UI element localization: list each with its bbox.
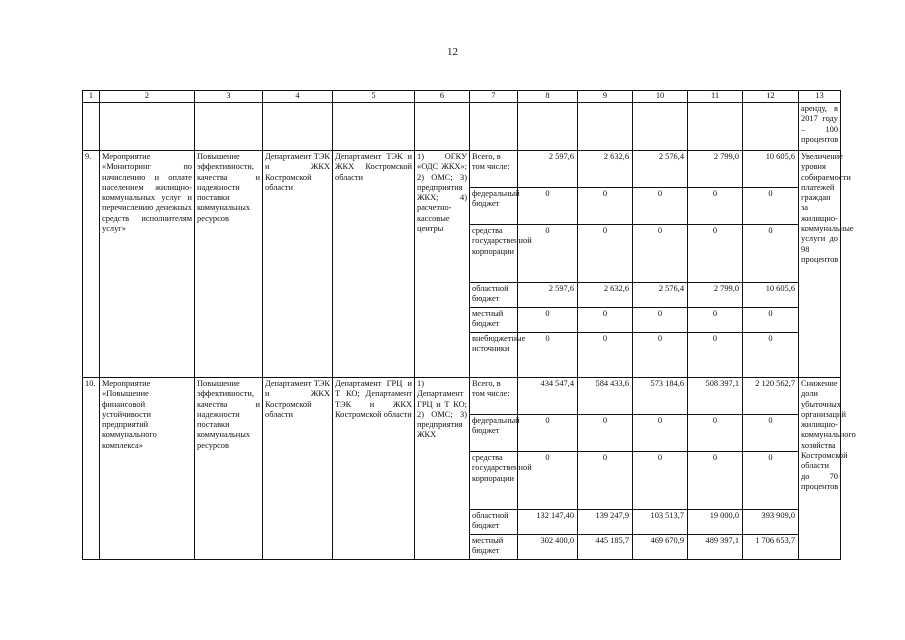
value-cell: 0 xyxy=(578,415,633,452)
column-number: 4 xyxy=(263,91,333,103)
value-cell: 0 xyxy=(518,452,578,510)
program-table xyxy=(82,90,856,560)
source-cell: областной бюджет xyxy=(470,510,518,535)
value-cell: 0 xyxy=(633,333,688,378)
value-cell: 0 xyxy=(633,308,688,333)
source-cell: областной бюджет xyxy=(470,283,518,308)
value-cell: 508 397,1 xyxy=(688,378,743,415)
executor-cell: Департамент ТЭК и ЖКХ Костромской области xyxy=(263,378,333,560)
goal-cell: Повышение эффективности, качества и надежности поставки коммунальных ресурсов xyxy=(195,378,263,560)
value-cell: 2 576,4 xyxy=(633,151,688,188)
value-cell: 0 xyxy=(743,225,799,283)
participants-cell: 1) ОГКУ «ОДС ЖКХ»; 2) ОМС; 3) предприятия ЖКХ; 4) расчетно-кассовые центры xyxy=(415,151,470,378)
value-cell: 2 632,6 xyxy=(578,283,633,308)
value-cell: 0 xyxy=(578,188,633,225)
value-cell: 2 799,0 xyxy=(688,151,743,188)
value-cell: 10 605,6 xyxy=(743,151,799,188)
value-cell: 2 120 562,7 xyxy=(743,378,799,415)
source-cell: федеральный бюджет xyxy=(470,188,518,225)
value-cell: 0 xyxy=(633,188,688,225)
row-number: 10. xyxy=(83,378,100,560)
value-cell: 489 397,1 xyxy=(688,535,743,560)
value-cell: 0 xyxy=(688,188,743,225)
column-number-row xyxy=(83,91,841,103)
value-cell: 0 xyxy=(518,415,578,452)
value-cell: 0 xyxy=(688,452,743,510)
value-cell: 0 xyxy=(518,333,578,378)
value-cell: 0 xyxy=(633,225,688,283)
value-cell: 1 706 653,7 xyxy=(743,535,799,560)
participants-cell: 1) Департамент ГРЦ и Т КО; 2) ОМС; 3) предприятия ЖКХ xyxy=(415,378,470,560)
value-cell: 10 605,6 xyxy=(743,283,799,308)
value-cell: 0 xyxy=(688,333,743,378)
column-number: 2 xyxy=(100,91,195,103)
table-row xyxy=(83,378,841,415)
result-cell: Увеличение уровня собираемости платежей граждан за жилищно-коммунальные услуги до 98 процентов xyxy=(799,151,841,378)
source-cell: средства государственной корпорации xyxy=(470,452,518,510)
value-cell: 0 xyxy=(518,188,578,225)
column-number: 7 xyxy=(470,91,518,103)
source-cell: местный бюджет xyxy=(470,535,518,560)
column-number: 1 xyxy=(83,91,100,103)
value-cell: 0 xyxy=(578,333,633,378)
value-cell: 0 xyxy=(518,308,578,333)
source-cell: Всего, в том числе: xyxy=(470,378,518,415)
value-cell: 2 576,4 xyxy=(633,283,688,308)
column-number: 13 xyxy=(799,91,841,103)
value-cell: 2 799,0 xyxy=(688,283,743,308)
column-number: 10 xyxy=(633,91,688,103)
column-number: 11 xyxy=(688,91,743,103)
value-cell: 0 xyxy=(743,415,799,452)
result-cell: аренду, в 2017 году – 100 процентов xyxy=(799,103,841,151)
result-cell: Снижение доли убыточных организаций жилищно-коммунального хозяйства Костромской области до 70 процентов xyxy=(799,378,841,560)
value-cell: 0 xyxy=(633,452,688,510)
value-cell: 0 xyxy=(578,308,633,333)
value-cell: 0 xyxy=(743,333,799,378)
column-number: 9 xyxy=(578,91,633,103)
table-row-continuation xyxy=(83,103,841,151)
value-cell: 0 xyxy=(743,188,799,225)
column-number: 6 xyxy=(415,91,470,103)
value-cell: 469 670,9 xyxy=(633,535,688,560)
value-cell: 0 xyxy=(743,452,799,510)
source-cell: федеральный бюджет xyxy=(470,415,518,452)
value-cell: 573 184,6 xyxy=(633,378,688,415)
column-number: 12 xyxy=(743,91,799,103)
column-number: 3 xyxy=(195,91,263,103)
value-cell: 393 909,0 xyxy=(743,510,799,535)
value-cell: 2 597,6 xyxy=(518,151,578,188)
source-cell: Всего, в том числе: xyxy=(470,151,518,188)
table-row xyxy=(83,151,841,188)
column-number: 5 xyxy=(333,91,415,103)
value-cell: 103 513,7 xyxy=(633,510,688,535)
value-cell: 0 xyxy=(518,225,578,283)
value-cell: 0 xyxy=(743,308,799,333)
source-cell: местный бюджет xyxy=(470,308,518,333)
value-cell: 0 xyxy=(688,415,743,452)
row-number: 9. xyxy=(83,151,100,378)
coexecutor-cell: Департамент ТЭК и ЖКХ Костромской области xyxy=(333,151,415,378)
value-cell: 0 xyxy=(688,225,743,283)
value-cell: 0 xyxy=(688,308,743,333)
value-cell: 19 000,0 xyxy=(688,510,743,535)
value-cell: 302 400,0 xyxy=(518,535,578,560)
value-cell: 139 247,9 xyxy=(578,510,633,535)
value-cell: 132 147,40 xyxy=(518,510,578,535)
page-number: 12 xyxy=(447,46,458,58)
value-cell: 0 xyxy=(578,452,633,510)
value-cell: 0 xyxy=(633,415,688,452)
source-cell: внебюджетные источники xyxy=(470,333,518,378)
goal-cell: Повышение эффективности, качества и надежности поставки коммунальных ресурсов xyxy=(195,151,263,378)
coexecutor-cell: Департамент ГРЦ и Т КО; Департамент ТЭК и ЖКХ Костромской области xyxy=(333,378,415,560)
column-number: 8 xyxy=(518,91,578,103)
executor-cell: Департамент ТЭК и ЖКХ Костромской области xyxy=(263,151,333,378)
value-cell: 0 xyxy=(578,225,633,283)
value-cell: 2 597,6 xyxy=(518,283,578,308)
value-cell: 434 547,4 xyxy=(518,378,578,415)
source-cell: средства государственной корпорации xyxy=(470,225,518,283)
event-cell: Мероприятие «Повышение финансовой устойчивости предприятий коммунального комплекса» xyxy=(100,378,195,560)
event-cell: Мероприятие «Мониторинг по начислению и оплате населением жилищно-коммунальных услуг и перечислению денежных средств исполнителям услуг» xyxy=(100,151,195,378)
value-cell: 2 632,6 xyxy=(578,151,633,188)
value-cell: 584 433,6 xyxy=(578,378,633,415)
value-cell: 445 185,7 xyxy=(578,535,633,560)
